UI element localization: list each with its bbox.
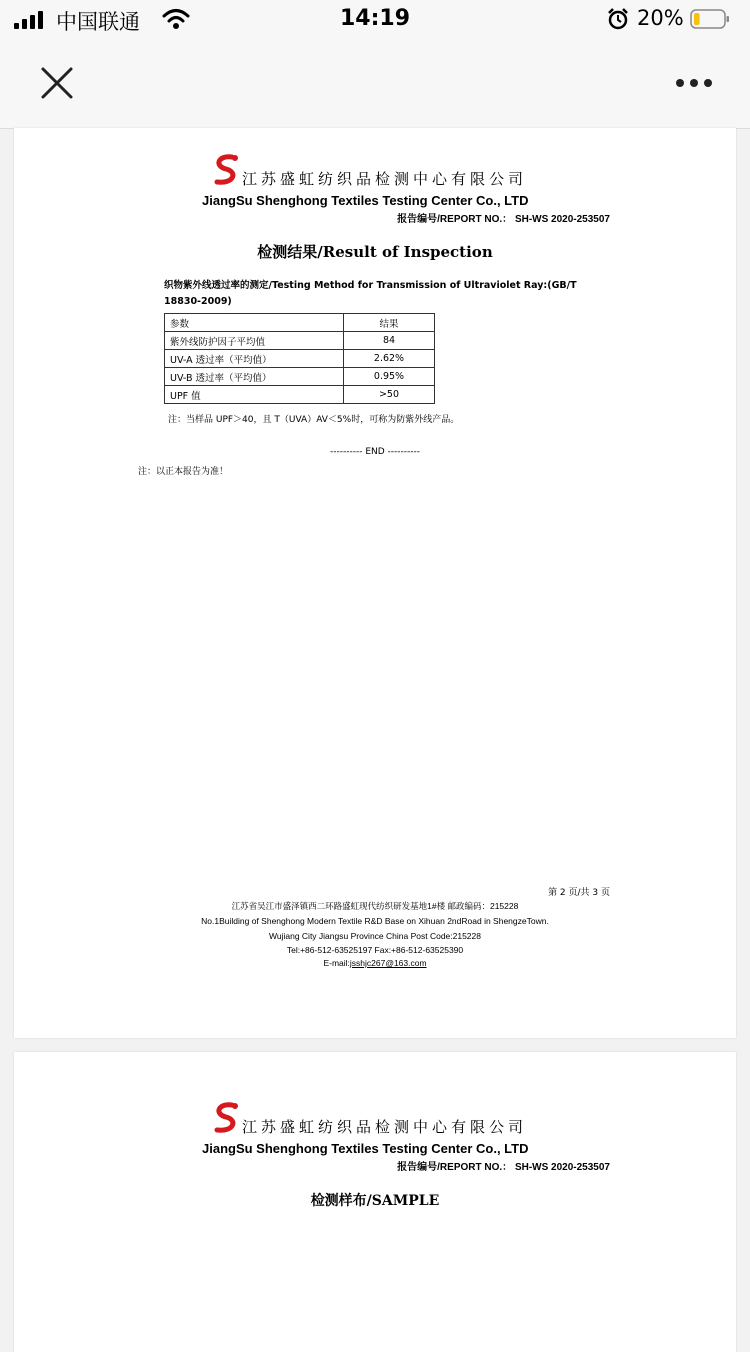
table-row	[165, 350, 435, 368]
company-name-cn: 江苏盛虹纺织品检测中心有限公司	[242, 170, 528, 188]
result-cell: 84	[344, 332, 435, 350]
footer-tel-fax: Tel:+86-512-63525197 Fax:+86-512-63525390	[286, 945, 464, 955]
original-report-note: 注：以正本报告为准！	[138, 467, 229, 477]
battery-percent: 20%	[637, 6, 684, 30]
result-table	[164, 313, 435, 404]
header-parameter: 参数	[165, 314, 344, 332]
result-cell: >50	[344, 386, 435, 404]
company-logo	[208, 153, 242, 187]
table-row	[165, 386, 435, 404]
clock-time: 14:19	[339, 6, 411, 31]
test-method: 织物紫外线透过率的测定/Testing Method for Transmission of Ultraviolet Ray:(GB/T 18830-2009)	[164, 280, 577, 307]
more-icon[interactable]	[672, 74, 716, 94]
email-link[interactable]: jsshjc267@163.com	[349, 958, 427, 968]
document-page-1	[14, 128, 736, 1038]
upf-note: 注：当样品 UPF＞40，且 T（UVA）AV＜5%时，可称为防紫外线产品。	[168, 415, 460, 425]
footer-address-en-2: Wujiang City Jiangsu Province China Post Code:215228	[269, 931, 481, 941]
footer-address-en-1: No.1Building of Shenghong Modern Textile R&D Base on Xihuan 2ndRoad in ShengzeTown.	[201, 916, 549, 926]
company-name-cn: 江苏盛虹纺织品检测中心有限公司	[242, 1118, 528, 1136]
header-result: 结果	[344, 314, 435, 332]
footer-email	[14, 958, 736, 968]
table-row	[165, 368, 435, 386]
company-name-en: JiangSu Shenghong Textiles Testing Center Co., LTD	[202, 193, 529, 208]
footer-address-cn: 江苏省吴江市盛泽镇西二环路盛虹现代纺织研发基地1#楼 邮政编码：215228	[231, 901, 519, 911]
carrier-name: 中国联通	[56, 10, 140, 34]
result-cell: 2.62%	[344, 350, 435, 368]
close-icon[interactable]	[38, 64, 76, 102]
alarm-icon	[607, 8, 629, 30]
email-label: E-mail:	[323, 958, 350, 968]
page-number: 第 2 页/共 3 页	[548, 888, 610, 898]
report-number: 报告编号/REPORT NO.： SH-WS 2020-253507	[397, 214, 610, 225]
table-header-row	[165, 314, 435, 332]
parameter-cell: UPF 值	[165, 386, 344, 404]
sample-title: 检测样布/SAMPLE	[310, 1193, 440, 1209]
nav-bar	[0, 40, 750, 129]
parameter-cell: UV-B 透过率（平均值）	[165, 368, 344, 386]
parameter-cell: 紫外线防护因子平均值	[165, 332, 344, 350]
result-cell: 0.95%	[344, 368, 435, 386]
report-number: 报告编号/REPORT NO.： SH-WS 2020-253507	[397, 1162, 610, 1173]
battery-icon	[690, 9, 730, 29]
table-row	[165, 332, 435, 350]
company-name-en: JiangSu Shenghong Textiles Testing Center Co., LTD	[202, 1141, 529, 1156]
company-logo	[208, 1101, 242, 1135]
parameter-cell: UV-A 透过率（平均值）	[165, 350, 344, 368]
document-page-2	[14, 1052, 736, 1352]
end-marker: ---------- END ----------	[329, 447, 421, 457]
result-title: 检测结果/Result of Inspection	[257, 243, 493, 261]
status-bar	[0, 0, 750, 40]
